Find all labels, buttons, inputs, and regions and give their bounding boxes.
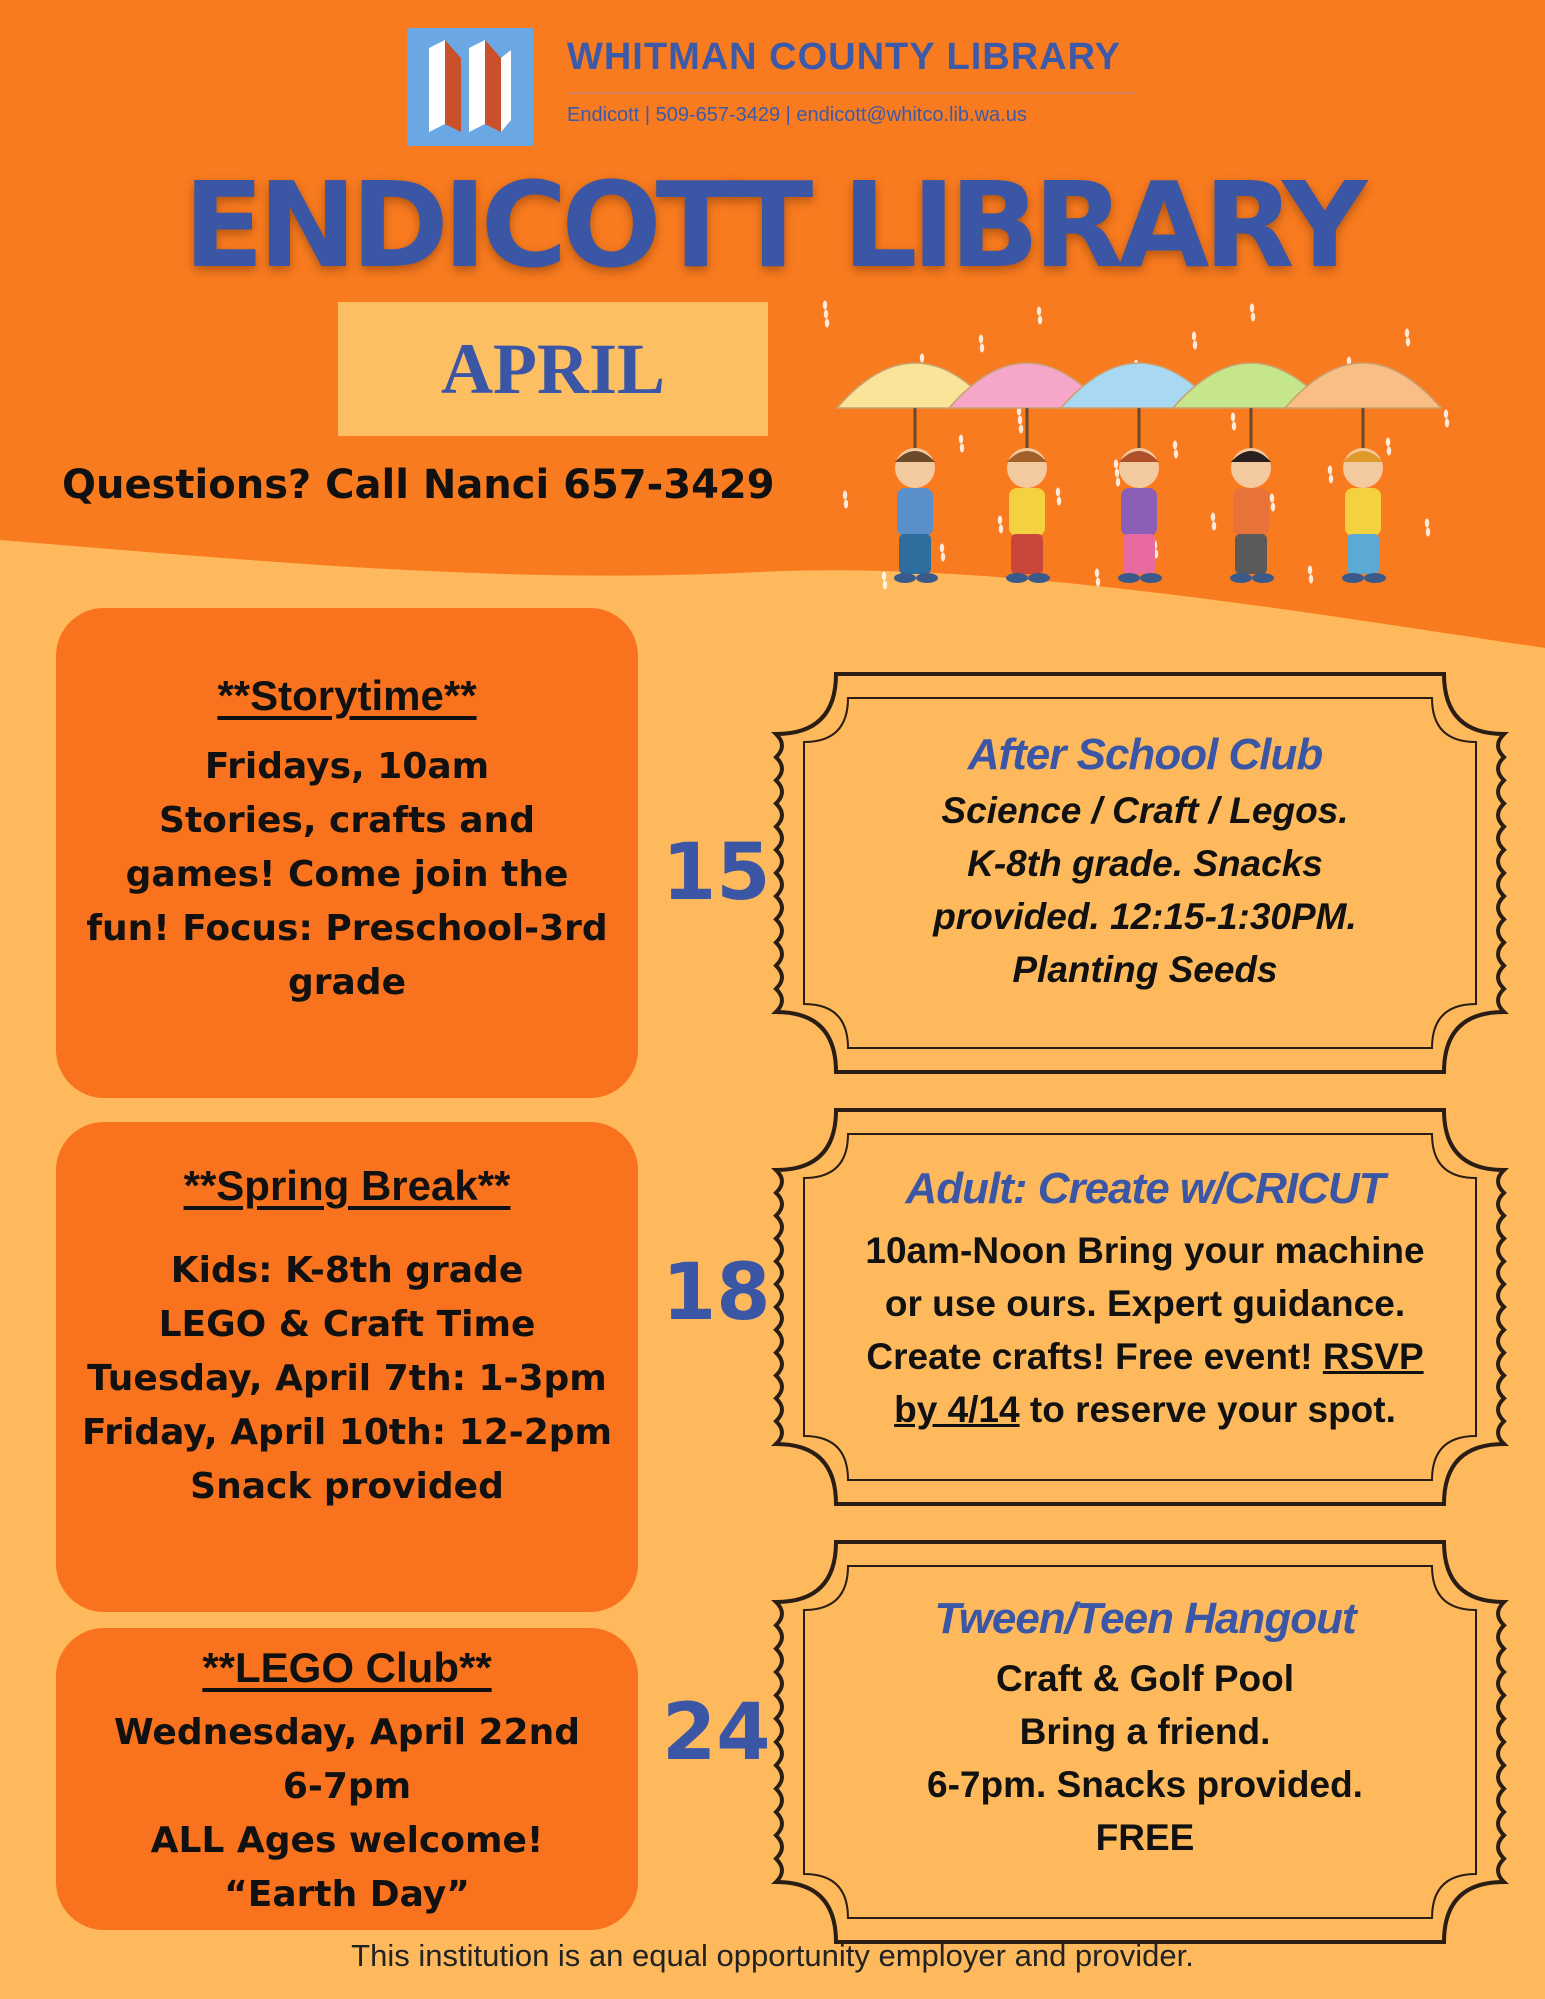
raindrop-icon (1173, 441, 1177, 450)
raindrop-icon (1406, 338, 1410, 347)
kid-shirt (1345, 488, 1381, 536)
raindrop-icon (940, 544, 944, 553)
footer-statement: This institution is an equal opportunity employer and provider. (351, 1938, 1194, 1973)
raindrop-icon (1018, 416, 1022, 425)
logo-w-icon (407, 28, 533, 146)
after-school-line: Planting Seeds (1012, 949, 1278, 990)
event-date-15: 15 (662, 828, 771, 918)
after-school-line: K-8th grade. Snacks (967, 843, 1323, 884)
event-date-24: 24 (662, 1688, 771, 1778)
storytime-details (62, 740, 632, 1010)
raindrop-icon (960, 444, 964, 453)
kid-hair (1119, 451, 1159, 462)
after-school-line: Science / Craft / Legos. (941, 790, 1349, 831)
event-date-18: 18 (662, 1248, 771, 1338)
raindrop-icon (1270, 494, 1274, 503)
kid-hair (1343, 451, 1383, 462)
kids-umbrellas-illustration (820, 300, 1470, 600)
raindrop-icon (1057, 497, 1061, 506)
raindrop-icon (959, 435, 963, 444)
spring-break-line: Tuesday, April 7th: 1-3pm (87, 1358, 607, 1399)
raindrop-icon (1037, 307, 1041, 316)
teen-hangout-details (800, 1652, 1490, 1864)
raindrop-icon (1426, 528, 1430, 537)
raindrop-icon (882, 572, 886, 581)
raindrop-icon (1309, 575, 1313, 584)
teen-hangout-line: 6-7pm. Snacks provided. (927, 1764, 1363, 1805)
umbrella-icon (1285, 363, 1441, 408)
teen-hangout-line: FREE (1095, 1817, 1195, 1858)
kid-shoe (1364, 573, 1386, 583)
storytime-line: fun! Focus: Preschool-3rd (86, 908, 608, 949)
contact-questions: Questions? Call Nanci 657-3429 (62, 462, 775, 508)
raindrop-icon (920, 354, 924, 363)
kid-shoe (1006, 573, 1028, 583)
kid-shoe (916, 573, 938, 583)
storytime-line: Stories, crafts and (159, 800, 535, 841)
raindrop-icon (825, 319, 829, 328)
raindrop-icon (1425, 519, 1429, 528)
raindrop-icon (844, 500, 848, 509)
org-contact: Endicott | 509-657-3429 | endicott@whitco.lib.wa.us (567, 104, 1027, 126)
raindrop-icon (1250, 304, 1254, 313)
kid-pants (899, 534, 931, 574)
spring-break-details (62, 1244, 632, 1514)
raindrop-icon (1232, 422, 1236, 431)
raindrop-icon (941, 553, 945, 562)
kid-shoe (1230, 573, 1252, 583)
storytime-title: **Storytime** (217, 672, 477, 719)
raindrop-icon (1192, 332, 1196, 341)
teen-hangout-line: Craft & Golf Pool (995, 1658, 1295, 1699)
kid-shoe (1252, 573, 1274, 583)
raindrop-icon (998, 516, 1002, 525)
raindrop-icon (1115, 469, 1119, 478)
rsvp-deadline: by 4/14 (894, 1389, 1020, 1430)
raindrop-icon (1096, 578, 1100, 587)
spring-break-line: Friday, April 10th: 12-2pm (81, 1412, 613, 1453)
page-title: ENDICOTT LIBRARY (183, 156, 1362, 294)
raindrop-icon (1211, 513, 1215, 522)
storytime-line: games! Come join the (125, 854, 569, 895)
cricut-line: 10am-Noon Bring your machine (865, 1230, 1425, 1271)
spring-break-line: Kids: K-8th grade (170, 1250, 524, 1291)
raindrop-icon (1405, 329, 1409, 338)
kid-shoe (894, 573, 916, 583)
teen-hangout-line: Bring a friend. (1019, 1711, 1271, 1752)
kid-shoe (1028, 573, 1050, 583)
spring-break-title: **Spring Break** (183, 1162, 511, 1209)
raindrop-icon (1445, 419, 1449, 428)
raindrop-icon (1251, 313, 1255, 322)
kid-shirt (1009, 488, 1045, 536)
kid-shoe (1342, 573, 1364, 583)
after-school-line: provided. 12:15-1:30PM. (933, 896, 1357, 937)
kid-pants (1235, 534, 1267, 574)
cricut-line-text: Create crafts! Free event! (866, 1336, 1323, 1377)
lego-club-details (62, 1706, 632, 1922)
raindrop-icon (1387, 447, 1391, 456)
storytime-line: Fridays, 10am (204, 746, 490, 787)
library-logo (407, 28, 533, 146)
raindrop-icon (824, 310, 828, 319)
raindrop-icon (1174, 450, 1178, 459)
kid-shirt (897, 488, 933, 536)
raindrop-icon (883, 581, 887, 590)
lego-club-line: 6-7pm (282, 1766, 412, 1807)
rsvp-emphasis: RSVP (1322, 1336, 1424, 1377)
raindrop-icon (1444, 410, 1448, 419)
kid-pants (1347, 534, 1379, 574)
raindrop-icon (1231, 413, 1235, 422)
cricut-line: or use ours. Expert guidance. (884, 1283, 1406, 1324)
org-name: WHITMAN COUNTY LIBRARY (567, 36, 1121, 78)
raindrop-icon (1019, 425, 1023, 434)
raindrop-icon (1328, 466, 1332, 475)
kid-pants (1011, 534, 1043, 574)
lego-club-line: “Earth Day” (224, 1874, 470, 1915)
cricut-details (800, 1224, 1490, 1436)
lego-club-title: **LEGO Club** (202, 1644, 492, 1691)
after-school-title: After School Club (967, 730, 1323, 779)
raindrop-icon (980, 344, 984, 353)
lego-club-line: Wednesday, April 22nd (113, 1712, 580, 1753)
kid-shoe (1140, 573, 1162, 583)
raindrop-icon (823, 301, 827, 310)
kid-hair (1007, 451, 1047, 462)
cricut-line (800, 1383, 1490, 1436)
raindrop-icon (999, 525, 1003, 534)
raindrop-icon (979, 335, 983, 344)
cricut-title: Adult: Create w/CRICUT (905, 1164, 1385, 1213)
raindrop-icon (1193, 341, 1197, 350)
raindrop-icon (1386, 438, 1390, 447)
month-label: APRIL (440, 329, 665, 409)
teen-hangout-title: Tween/Teen Hangout (934, 1594, 1356, 1643)
raindrop-icon (843, 491, 847, 500)
header-divider (567, 92, 1135, 94)
kid-pants (1123, 534, 1155, 574)
kid-hair (895, 451, 935, 462)
raindrop-icon (1114, 460, 1118, 469)
cricut-line (800, 1330, 1490, 1383)
cricut-line-text: to reserve your spot. (1019, 1389, 1396, 1430)
spring-break-line: Snack provided (190, 1466, 504, 1507)
kid-shirt (1233, 488, 1269, 536)
after-school-details (800, 784, 1490, 996)
kid-hair (1231, 451, 1271, 462)
spring-break-line: LEGO & Craft Time (158, 1304, 536, 1345)
raindrop-icon (1038, 316, 1042, 325)
lego-club-line: ALL Ages welcome! (150, 1820, 544, 1861)
raindrop-icon (1095, 569, 1099, 578)
raindrop-icon (1212, 522, 1216, 531)
storytime-line: grade (287, 962, 406, 1003)
raindrop-icon (1271, 503, 1275, 512)
raindrop-icon (1308, 566, 1312, 575)
kid-shirt (1121, 488, 1157, 536)
raindrop-icon (1329, 475, 1333, 484)
raindrop-icon (1056, 488, 1060, 497)
kid-shoe (1118, 573, 1140, 583)
raindrop-icon (1116, 478, 1120, 487)
